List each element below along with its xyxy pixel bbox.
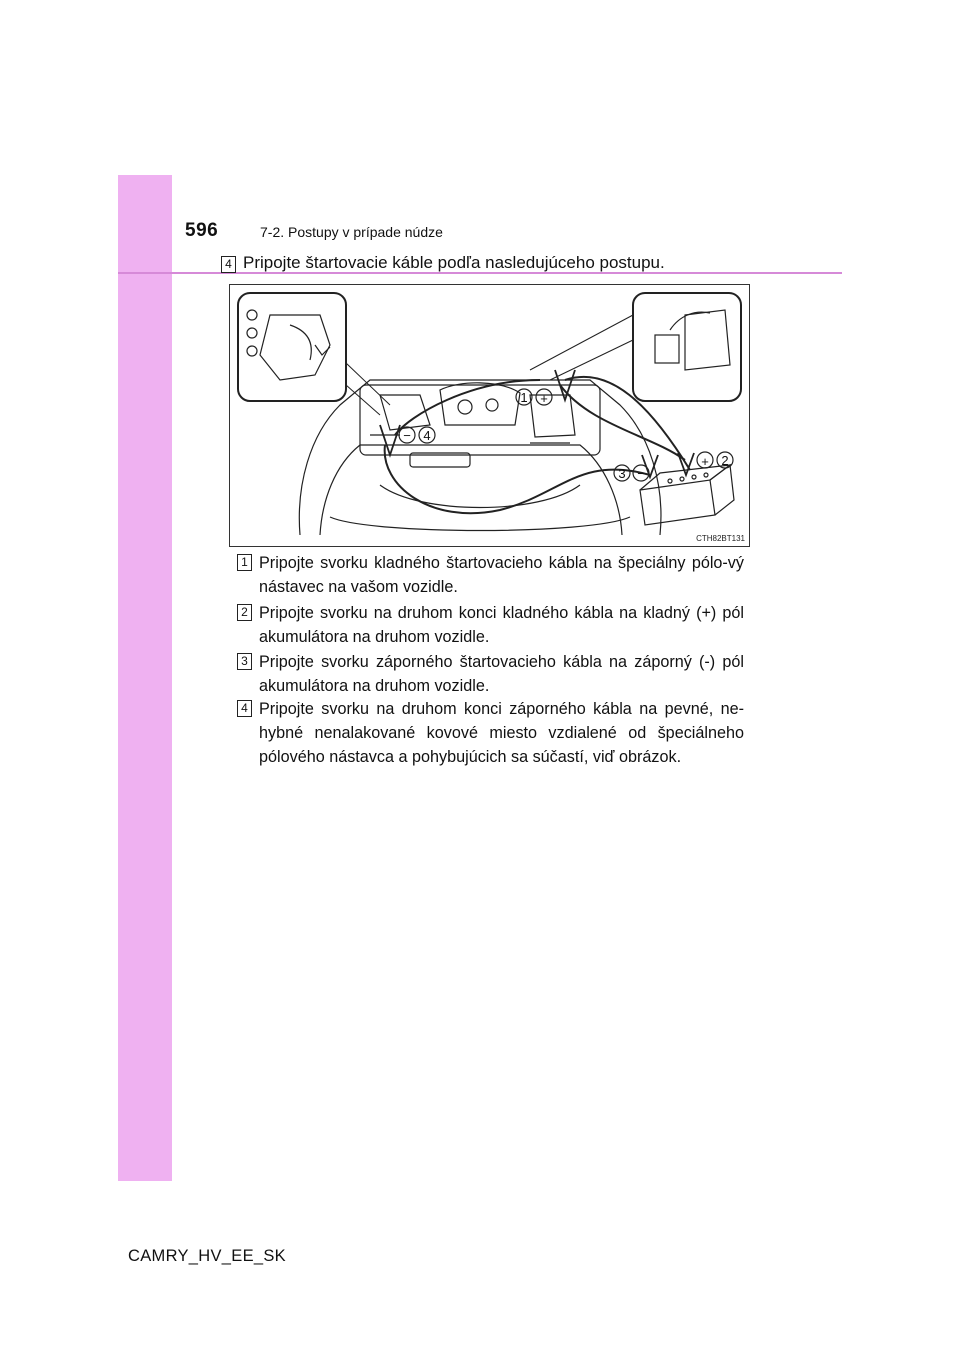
illustration-drawing [230,285,749,546]
callout-4-minus: − [403,428,411,443]
callout-1: 1 [520,390,528,405]
substep-text: Pripojte svorku záporného štartovacieho kábla na záporný (-) pól akumulátora na druhom vozidle. [259,653,744,695]
step-instruction: Pripojte štartovacie káble podľa nasledujúceho postupu. [243,253,665,272]
figure-code: CTH82BT131 [696,534,745,543]
jump-start-illustration [229,284,750,547]
substep-number-box: 2 [237,604,252,621]
document-footer-code: CAMRY_HV_EE_SK [128,1247,286,1265]
substep-text: Pripojte svorku na druhom konci kladného kábla na kladný (+) pól akumulátora na druhom vozidle. [259,604,744,646]
substep-1 [237,551,744,599]
substep-number-box: 1 [237,554,252,571]
substep-3 [237,650,744,698]
callout-2: 2 [721,453,729,468]
substep-number-box: 3 [237,653,252,670]
page-number: 596 [185,220,219,241]
step-number-box: 4 [221,256,236,273]
callout-3: 3 [618,466,626,481]
substep-number-box: 4 [237,700,252,717]
callout-2-plus: + [701,454,709,469]
section-title: 7-2. Postupy v prípade núdze [260,224,443,240]
callout-3-minus: − [637,466,645,481]
substep-4 [237,697,744,769]
substep-text: Pripojte svorku kladného štartovacieho kábla na špeciálny pólo-vý nástavec na vašom vozidle. [259,554,744,596]
callout-4: 4 [423,428,431,443]
substep-text: Pripojte svorku na druhom konci záporného kábla na pevné, ne-hybné nenalakované kovové miesto vzdialené od špeciálneho pólového nástavca a pohybujúcich sa súčastí, viď obrázok. [259,700,744,766]
callout-1-plus: + [540,391,548,406]
substep-2 [237,601,744,649]
side-color-band [118,175,172,1181]
